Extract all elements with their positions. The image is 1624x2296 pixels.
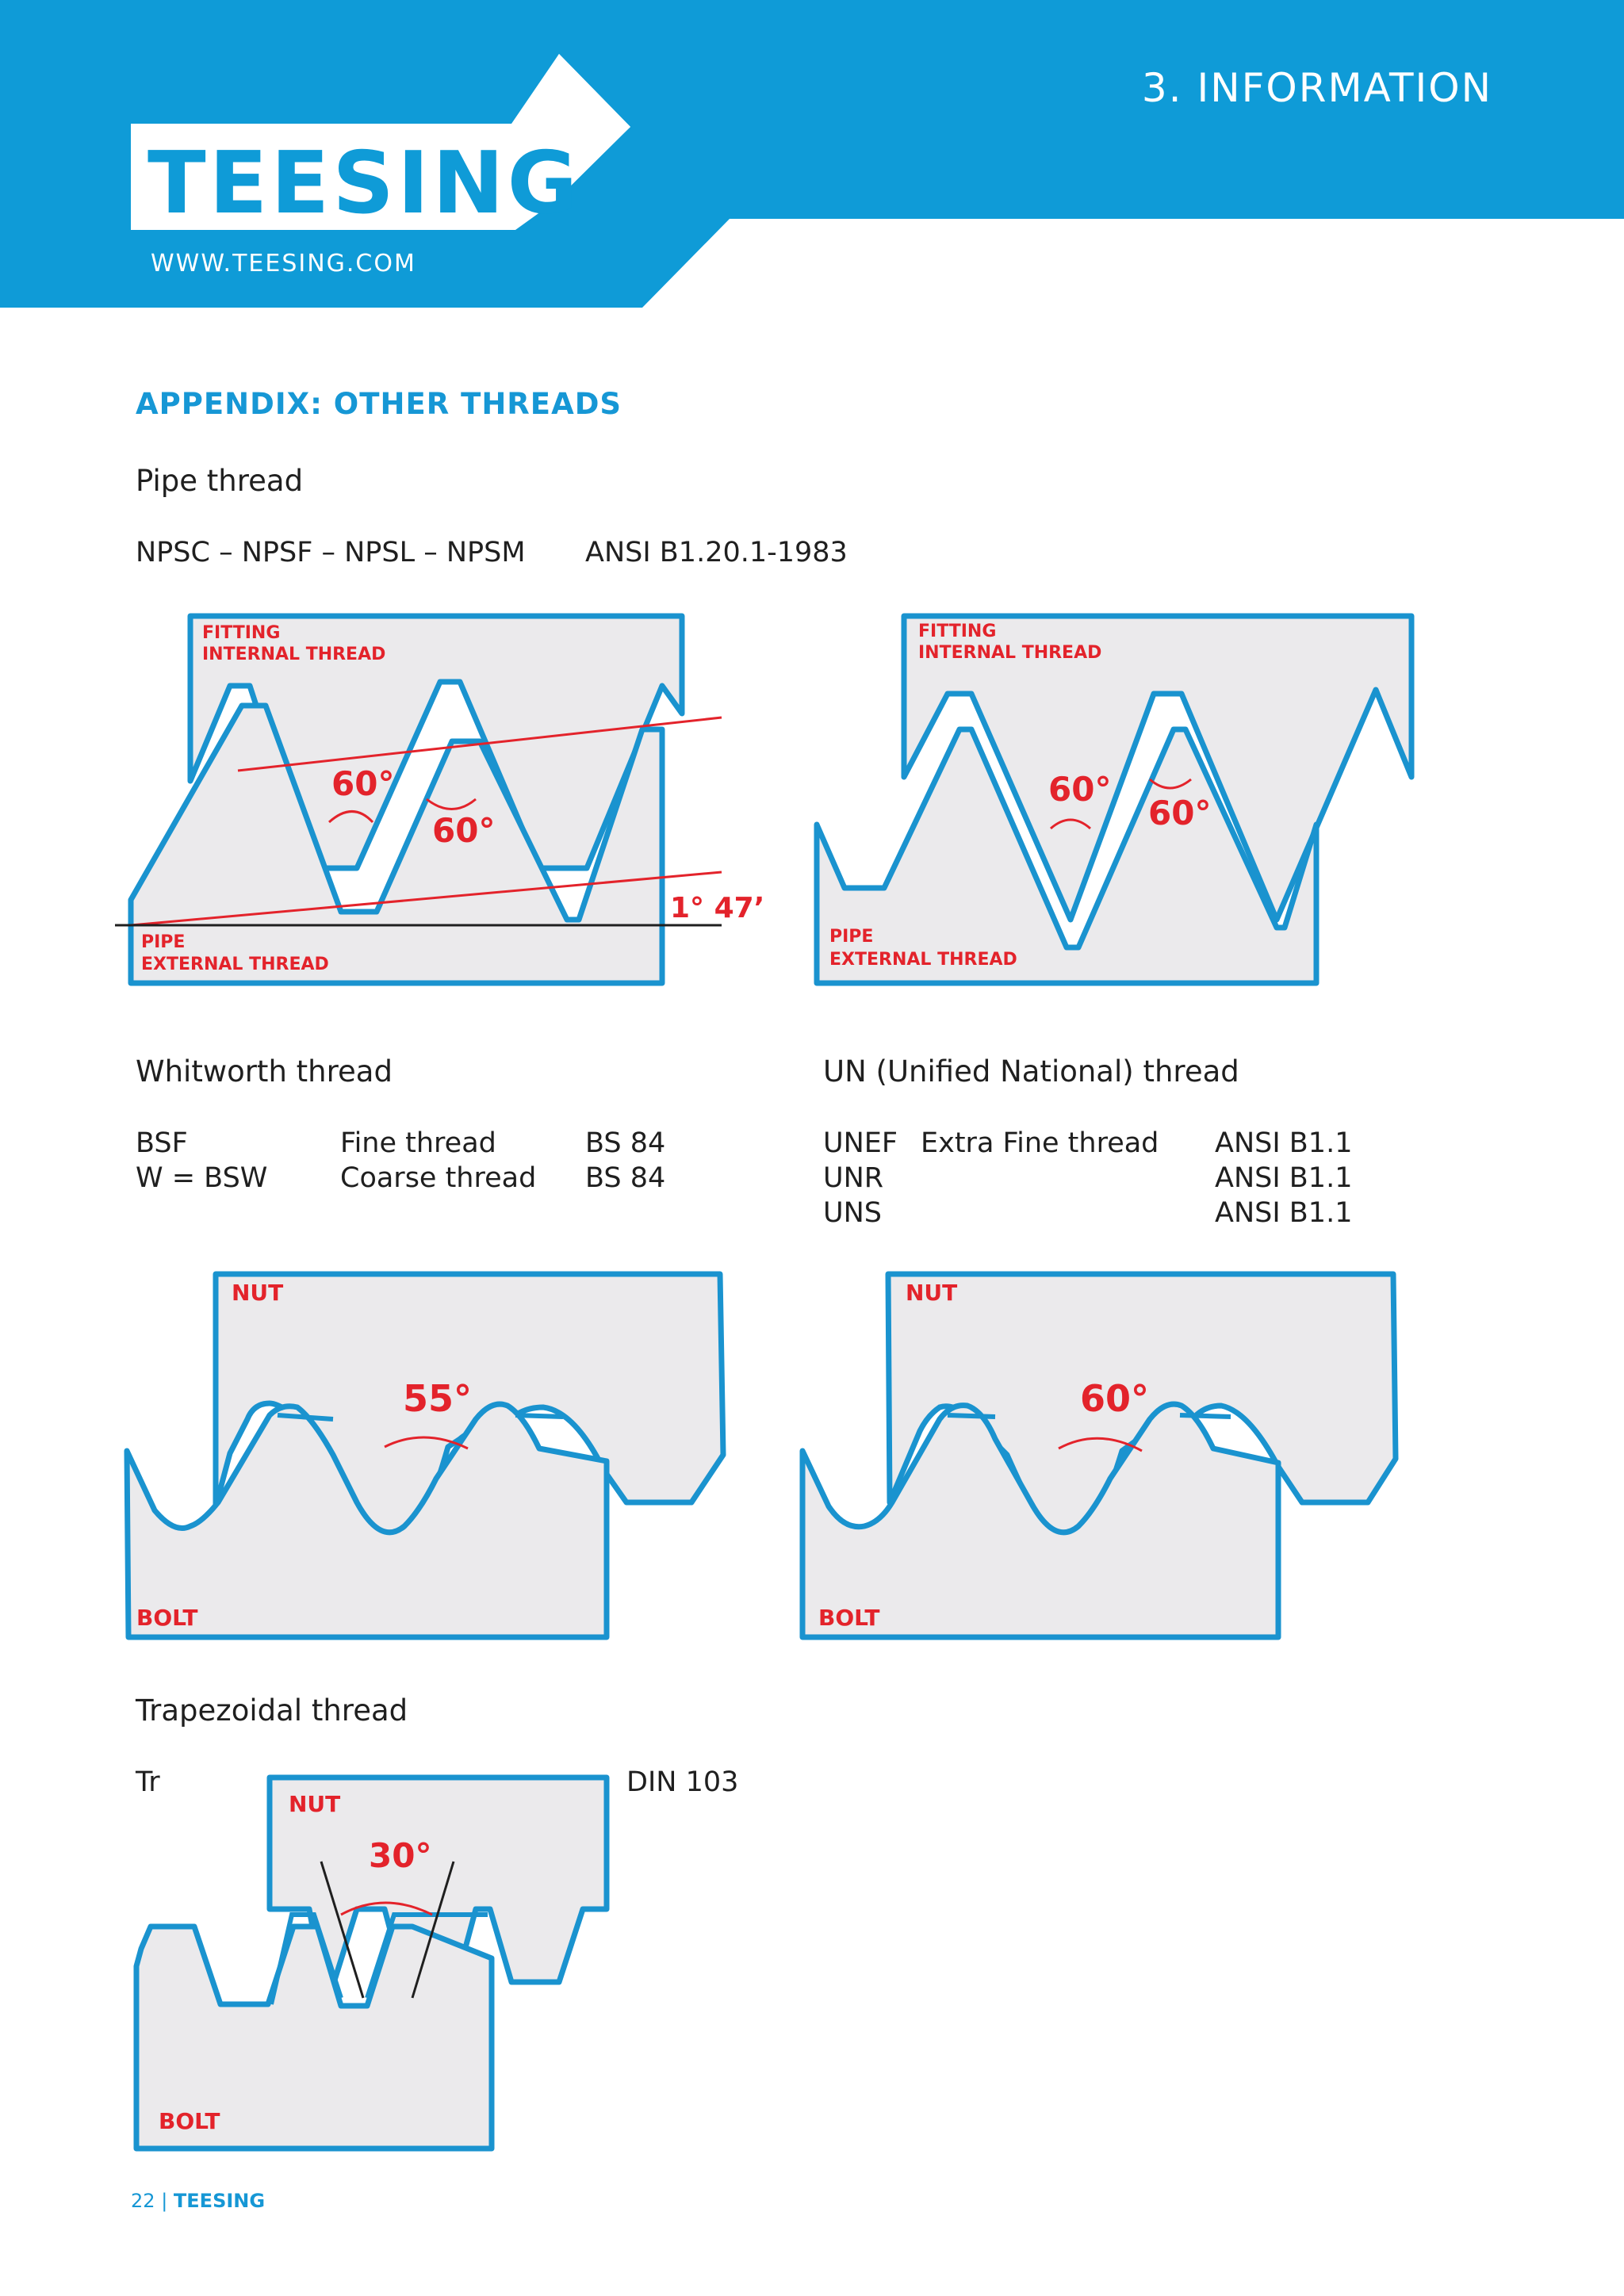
whitworth-code-1: BSF [136, 1127, 188, 1159]
unified-code-1: UNEF [823, 1127, 898, 1159]
whitworth-diagram [119, 1265, 737, 1649]
logo-text: TEESING [147, 134, 581, 233]
pipe-thread-diagram-left [111, 607, 765, 987]
trapezoidal-standard: DIN 103 [626, 1766, 739, 1798]
angle-label-un: 60° [1080, 1377, 1150, 1420]
nut-label: NUT [232, 1280, 284, 1306]
bolt-label-un: BOLT [818, 1605, 880, 1631]
angle-label: 55° [403, 1377, 473, 1420]
unified-diagram [793, 1265, 1411, 1649]
angle-label-a: 60° [331, 764, 395, 803]
angle-label-trap: 30° [369, 1836, 432, 1875]
pipe-label-1: PIPE [141, 932, 186, 952]
trapezoidal-heading: Trapezoidal thread [136, 1693, 408, 1728]
taper-label: 1° 47’ [670, 892, 765, 924]
section-label: 3. INFORMATION [1141, 65, 1492, 111]
footer-divider: | [161, 2190, 174, 2212]
pipe-types: NPSC – NPSF – NPSL – NPSM [136, 537, 526, 568]
unified-std-2: ANSI B1.1 [1215, 1162, 1353, 1194]
trapezoidal-code: Tr [136, 1766, 160, 1798]
whitworth-std-2: BS 84 [585, 1162, 666, 1194]
fitting-label-2: INTERNAL THREAD [202, 645, 386, 664]
pipe-label-1-right: PIPE [829, 927, 874, 947]
nut-label-un: NUT [906, 1280, 958, 1306]
unified-code-3: UNS [823, 1197, 883, 1229]
website-text: WWW.TEESING.COM [151, 250, 416, 277]
pipe-label-2: EXTERNAL THREAD [141, 955, 329, 974]
bolt-label: BOLT [136, 1605, 198, 1631]
whitworth-desc-2: Coarse thread [340, 1162, 537, 1194]
pipe-standard: ANSI B1.20.1-1983 [585, 537, 848, 568]
fitting-label-1: FITTING [202, 623, 281, 643]
pipe-thread-diagram-right [809, 607, 1427, 987]
angle-label-a-right: 60° [1048, 770, 1112, 809]
pipe-heading: Pipe thread [136, 464, 304, 498]
appendix-title: APPENDIX: OTHER THREADS [136, 387, 622, 421]
whitworth-desc-1: Fine thread [340, 1127, 496, 1159]
unified-heading: UN (Unified National) thread [823, 1054, 1239, 1089]
unified-std-1: ANSI B1.1 [1215, 1127, 1353, 1159]
trapezoidal-diagram [127, 1768, 619, 2152]
unified-desc-1: Extra Fine thread [921, 1127, 1159, 1159]
nut-label-trap: NUT [289, 1791, 341, 1817]
whitworth-std-1: BS 84 [585, 1127, 666, 1159]
unified-std-3: ANSI B1.1 [1215, 1197, 1353, 1229]
whitworth-code-2: W = BSW [136, 1162, 268, 1194]
angle-label-b: 60° [432, 811, 496, 850]
pipe-label-2-right: EXTERNAL THREAD [829, 950, 1017, 970]
footer [131, 2190, 265, 2212]
bolt-label-trap: BOLT [159, 2108, 220, 2134]
whitworth-heading: Whitworth thread [136, 1054, 393, 1089]
unified-code-2: UNR [823, 1162, 884, 1194]
fitting-label-2-right: INTERNAL THREAD [918, 643, 1102, 663]
footer-brand: TEESING [173, 2190, 266, 2212]
angle-label-b-right: 60° [1148, 794, 1212, 832]
fitting-label-1-right: FITTING [918, 622, 997, 641]
page-number: 22 [131, 2190, 155, 2212]
header-banner [0, 0, 1624, 317]
